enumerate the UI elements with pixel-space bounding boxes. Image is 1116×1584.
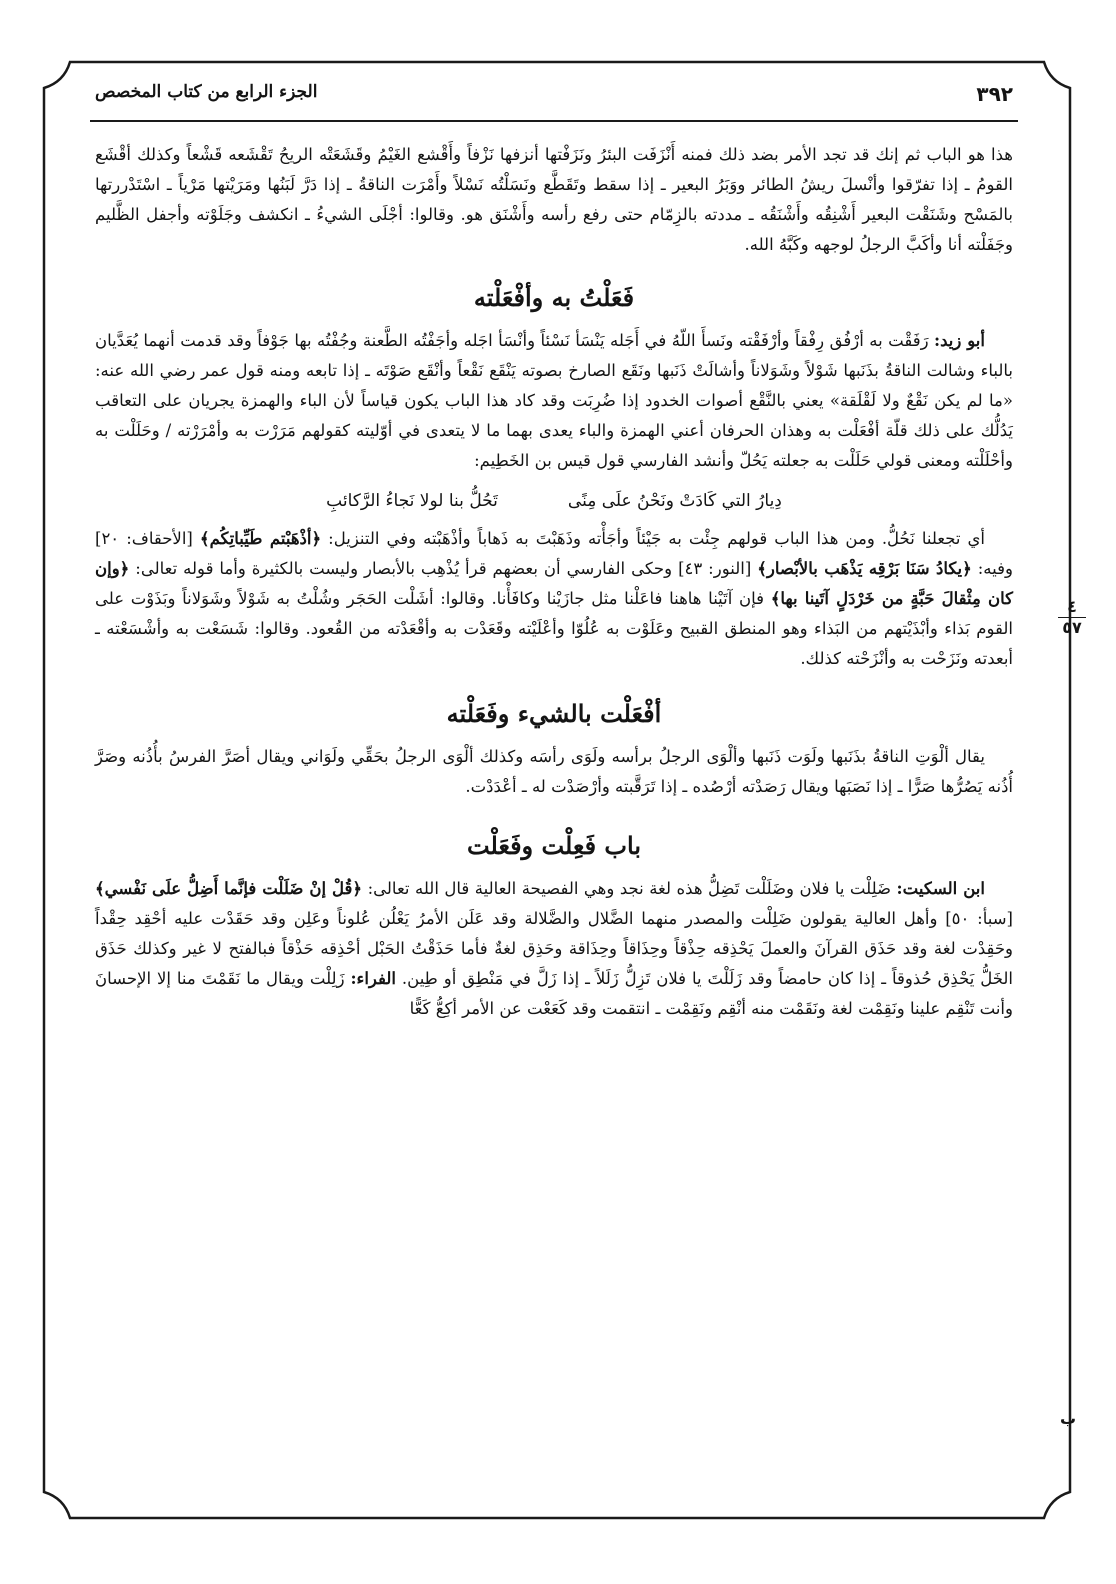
section3-text-2: وأهل العالية يقولون ضَلِلْت والمصدر منهما الضَّلال والضَّلالة وقد عَلَن الأمرُ يَعْلُن عُلوناً وعَلِن وقد حَقَدْت عليه أحْقِد حِقْداً وحَقِدْت لغة وقد حَذَق القرآنَ والعملَ يَحْذِقه حِذْقاً وحِذَاقاً وحِذَاقة وحَذِق لغةٌ فأما حَذَقْتُ الحَبْل أحْذِقه حَذْقاً فبالفتح لا غير وكذلك حَذَق الخَلُّ يَحْذِق حُذوقاً ـ إذا كان حامضاً وقد زَلَلْتَ يا فلان تَزِلُّ زَلَلاً ـ إذا زَلَّ في مَنْطِق أو طِين. — [95, 909, 1013, 988]
quran-quote-2: ﴿يكادُ سَنَا بَرْقِه يَذْهَب بالأبْصار﴾ — [757, 559, 972, 578]
margin-mark-1-top: ٤ — [1067, 597, 1077, 616]
section1-paragraph-2 — [95, 524, 1013, 674]
section1-text-2a: أي تجعلنا نَحُلُّ. ومن هذا الباب قولهم جِئْت به جَيْئاً وأجَأْته وذَهَبْتَ به ذَهاباً وأذْهَبْته وفي التنزيل: — [328, 529, 986, 548]
section-heading-1: فَعَلْتُ به وأفْعَلْته — [473, 283, 635, 312]
margin-folio-mark-2 — [1056, 1410, 1080, 1428]
speaker-ibn-al-sikkit: ابن السكيت: — [896, 879, 985, 898]
verse-first-hemistich: دِيارُ التي كَادَتْ ونَحْنُ علَى مِنًى — [567, 491, 782, 511]
quran-ref-4: [سبأ: ٥٠] — [945, 909, 1013, 928]
header-rule — [90, 120, 1018, 122]
verse-second-hemistich: تَحُلُّ بنا لولا نَجاءُ الرَّكائبِ — [326, 491, 498, 511]
section2-paragraph: يقال ألْوَتِ الناقةُ بذَنَبها ولَوَت ذَنَبها وألْوَى الرجلُ برأسه ولَوَى رأسَه وكذلك ألْوَى الرجلُ بحَقِّي ولَوَاني ويقال أصَرَّ الفرسُ بأُذُنه وصَرَّ أُذُنه يَصُرُّها صَرًّا ـ إذا نَصَبَها ويقال رَصَدْته أرْصُده ـ إذا تَرَقَّبته وأرْصَدْت له ـ أعْدَدْت. — [95, 747, 1013, 796]
section1-text-2c: فإن آتَيْنا هاهنا فاعَلْنا مثل جازَيْنا وكافَأْنا. وقالوا: أشَلْت الحَجَر وشُلْتُ به شَوْلاً وشَوَلاناً وبَذَوْت على القوم بَذاء وأبْذَيْتهم من البَذاء وهو المنطق القبيح وعَلَوْت به عُلُوّا وأعْلَيْته وقَعَدْت به وأقْعَدْته من القُعود. وقالوا: شَسَعْت به وأشْسَعْته ـ أبعدته ونَزَحْت به وأنْزَحْته كذلك. — [95, 589, 1013, 668]
margin-mark-2-letter: ب — [1059, 1409, 1077, 1428]
quran-quote-1: ﴿أذْهَبْتم طَيِّباتِكُم﴾ — [199, 529, 322, 548]
margin-folio-mark-1 — [1058, 598, 1086, 637]
section-heading-3: باب فَعِلْت وفَعَلْت — [466, 831, 641, 860]
section3-text-3: زَلِلْت ويقال ما نَقَمْتَ منا إلا الإحسانَ وأنت تَنْقِم علينا ونَقِمْت لغة ونَقَمْت منه أنْقِم ونَقِمْت ـ انتقمت وقد كَعَعْت عن الأمر أكِعُّ كَعًّا — [95, 969, 1013, 1018]
page-number: ٣٩٢ — [976, 82, 1013, 106]
margin-mark-1-bottom: ٥٧ — [1062, 618, 1082, 637]
section3-paragraph — [95, 874, 1013, 1024]
section1-fih: وفيه: — [977, 559, 1013, 578]
section3-text-1: ضَلِلْت يا فلان وضَلَلْت تَضِلُّ هذه لغة نجد وهي الفصيحة العالية قال الله تعالى: — [367, 879, 892, 898]
section1-paragraph-1 — [95, 326, 1013, 476]
section1-text-1: رَفَقْت به أرْفُق رِفْقاً وأرْفَقْته ونَسأَ اللّهُ في أَجَله يَنْسَأ نَسْئاً وأنْسَأ اجَله وأجَفْتُه الطَّعنة وجُفْتُه بها جَوْفاً وقد قدمت أنهما يُعَدَّيان بالباء وشالت الناقةُ بذَنَبها شَوْلاً وشَوَلاناً وأشالَتْ ذَنَبها ونَقَع الصارخ بصوته يَنْقَع نَقْعاً وأنْقَع صَوْتَه ـ إذا تابعه ومنه قول عمر رضي الله عنه: «ما لم يكن نَقْعٌ ولا لَقْلَقة» يعني بالنَّقْع أصوات الخدود إذا ضُرِبَت وقد كاد هذا الباب يكون قياساً لأن الباء والهمزة يجريان على التعاقب يَدُلُّك على ذلك قلّة أفْعَلْت به وهذان الحرفان أعني الهمزة والباء يعدى بهما ما لا يتعدى في أوّليته كقولهم مَرَرْت به وأمْرَرْته / وحَلَلْت به وأحْلَلْته ومعنى قولي حَلَلْت به جعلته يَحُلّ وأنشد الفارسي قول قيس بن الخَطِيم: — [95, 331, 1014, 470]
quran-quote-4: ﴿قُلْ إنْ ضَلَلْت فإنَّما أَضِلُّ علَى نَفْسي﴾ — [95, 879, 363, 898]
section-heading-2: أفْعَلْت بالشيء وفَعَلْته — [446, 699, 662, 728]
page-header — [95, 82, 1013, 112]
quran-ref-1: [الأحقاف: ٢٠] — [95, 529, 193, 548]
poetry-verse — [95, 486, 1013, 516]
running-title: الجزء الرابع من كتاب المخصص — [95, 82, 318, 102]
speaker-abu-zayd: أبو زيد: — [934, 331, 985, 350]
intro-paragraph: هذا هو الباب ثم إنك قد تجد الأمر بضد ذلك فمنه أَنْزَفَت البئرُ ونَزَفْتها أنزفها نَزْفاً وأَقْشع الغَيْمُ وقَشَعَتْه الريحُ تَقْشَعه قَشْعاً وكذلك أقْشَع القومُ ـ إذا تفرّقوا وأنْسلَ ريشُ الطائر ووَبَرُ البعير ـ إذا سقط وتَقَطَّع ونَسَلْتُه نَسْلاً وأَمْرَت الناقةُ ـ إذا دَرَّ لَبَنُها ومَرَيْتها مَرْياً ـ اسْتَدْررتها بالمَسْح وشَنَقْت البعير أَشْنِقُه وأَشْنَقُه ـ مددته بالزِمّام حتى رفع رأسه وأَشْنَق هو. وقالوا: أجْلَى الشيءُ ـ انكشف وجَلَوْته وأجفل الظَّليم وجَفَلْته أنا وأكَبَّ الرجلُ لوجهه وكَبَّهُ الله. — [95, 145, 1013, 254]
section1-text-2b: وحكى الفارسي أن بعضهم قرأ يُذْهِب بالأبصار وليست بالكثيرة وأما قوله تعالى: — [135, 559, 673, 578]
speaker-al-farra: الفراء: — [350, 969, 396, 988]
page-body — [95, 140, 1013, 1024]
quran-ref-2: [النور: ٤٣] — [678, 559, 752, 578]
quran-quote-3: ﴿وإن كان مِثْقالَ حَبَّةٍ من خَرْدَلٍ آتَينا بها﴾ — [95, 559, 1013, 608]
